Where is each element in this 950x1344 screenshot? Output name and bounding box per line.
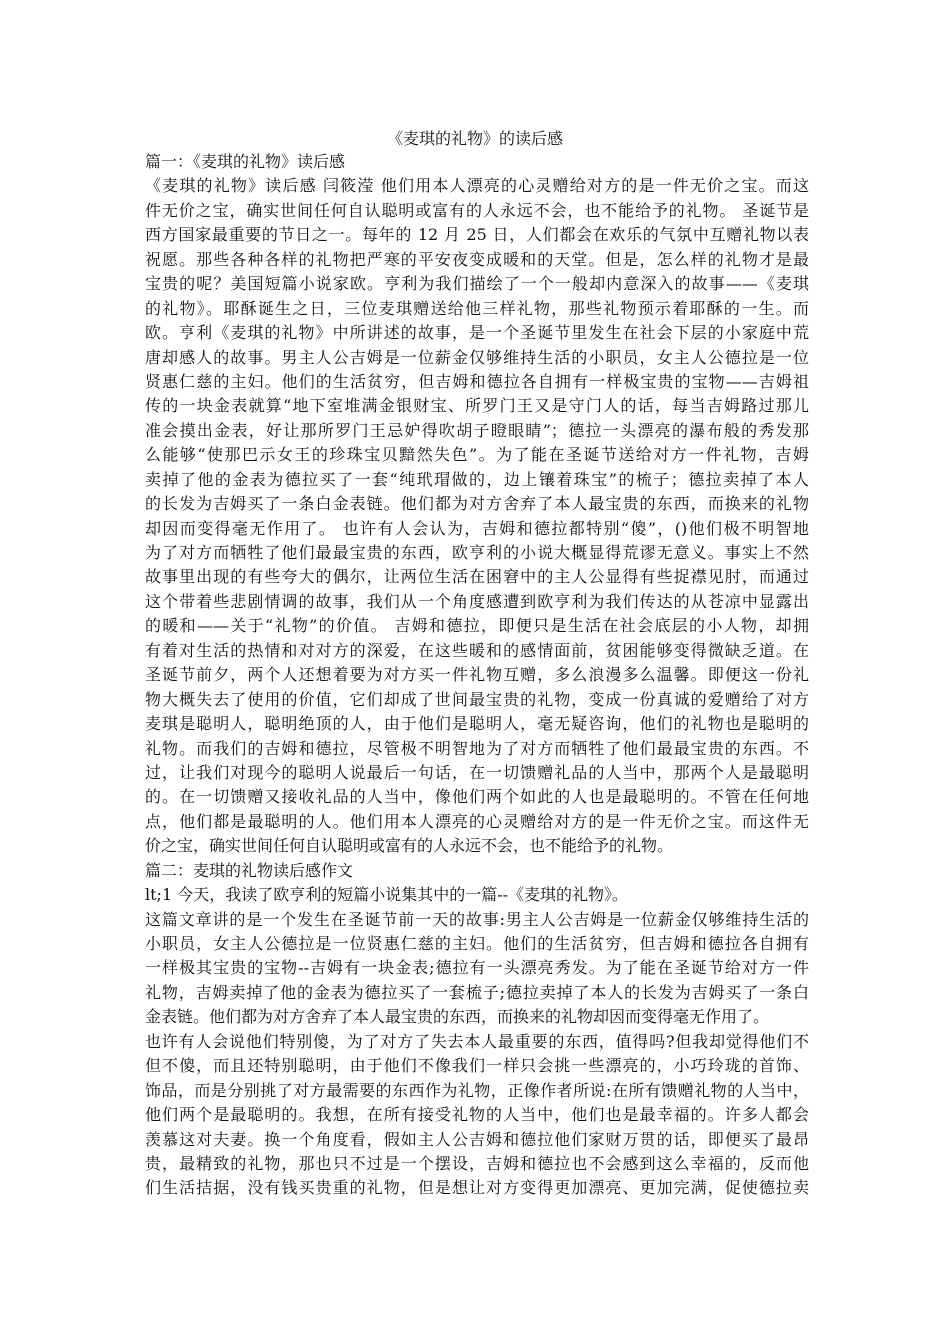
text-line: 有着对生活的热情和对对方的深爱，在这些暖和的感情面前，贫困能够变得微缺乏道。在 [145,640,809,660]
text-line: 羡慕这对夫妻。换一个角度看，假如主人公吉姆和德拉他们家财万贯的话，即便买了最昂 [145,1129,809,1149]
text-line: 唐却感人的故事。男主人公吉姆是一位薪金仅够维持生活的小职员，女主人公德拉是一位 [145,347,809,367]
text-line: 但不傻，而且还特别聪明，由于他们不像我们一样只会挑一些漂亮的，小巧玲珑的首饰、 [145,1056,809,1076]
text-line: 小职员，女主人公德拉是一位贤惠仁慈的主妇。他们的生活贫穷，但吉姆和德拉各自拥有 [145,934,809,953]
text-line: 礼物。而我们的吉姆和德拉，尽管极不明智地为了对方而牺牲了他们最最宝贵的东西。不 [145,738,809,758]
text-line: 这个带着些悲剧情调的故事，我们从一个角度感遭到欧亨利为我们传达的从苍凉中显露出 [145,591,809,611]
text-line: 件无价之宝，确实世间任何自认聪明或富有的人永远不会，也不能给予的礼物。 圣诞节是 [145,200,809,220]
text-line: 饰品，而是分别挑了对方最需要的东西作为礼物，正像作者所说:在所有馈赠礼物的人当中， [145,1080,809,1100]
text-line: 卖掉了他的金表为德拉买了一套“纯玳瑁做的，边上镶着珠宝”的梳子；德拉卖掉了本人 [145,469,809,489]
text-line: 宝贵的呢？美国短篇小说家欧。亨利为我们描绘了一个一般却内意深入的故事——《麦琪 [145,274,809,294]
text-line: 么能够“使那巴示女王的珍珠宝贝黯然失色”。为了能在圣诞节送给对方一件礼物，吉姆 [145,445,809,465]
text-line: 一样极其宝贵的宝物--吉姆有一块金表;德拉有一头漂亮秀发。为了能在圣诞节给对方一件 [145,958,809,978]
text-line: 他们两个是最聪明的。我想，在所有接受礼物的人当中，他们也是最幸福的。许多人都会 [145,1105,809,1125]
text-line: 圣诞节前夕，两个人还想着要为对方买一件礼物互赠，多么浪漫多么温馨。即便这一份礼 [145,665,809,685]
text-line: 篇一：《麦琪的礼物》读后感 [145,152,346,171]
text-line: 为了对方而牺牲了他们最最宝贵的东西，欧亨利的小说大概显得荒谬无意义。事实上不然 [145,543,809,562]
text-line: 这篇文章讲的是一个发生在圣诞节前一天的故事:男主人公吉姆是一位薪金仅够维持生活的 [145,909,809,929]
text-line: 故事里出现的有些夸大的偶尔，让两位生活在困窘中的主人公显得有些捉襟见肘，而通过 [145,567,809,587]
text-line: 物大概失去了使用的价值，它们却成了世间最宝贵的礼物，变成一份真诚的爱赠给了对方 [145,689,809,709]
text-line: 的。在一切馈赠又接收礼品的人当中，像他们两个如此的人也是最聪明的。不管在任何地 [145,787,809,807]
text-line: 《麦琪的礼物》读后感 闫筱滢 他们用本人漂亮的心灵赠给对方的是一件无价之宝。而这 [145,176,809,196]
text-line: 麦琪是聪明人，聪明绝顶的人，由于他们是聪明人，毫无疑咨询，他们的礼物也是聪明的 [145,714,809,734]
text-line: lt;1 今天，我读了欧亨利的短篇小说集其中的一篇--《麦琪的礼物》。 [145,885,629,905]
text-line: 贵，最精致的礼物，那也只不过是一个摆设，吉姆和德拉也不会感到这么幸福的，反而他 [145,1153,809,1173]
text-line: 价之宝，确实世间任何自认聪明或富有的人永远不会，也不能给予的礼物。 [145,836,674,856]
document-body [145,150,809,1201]
text-line: 金表链。他们都为对方舍弃了本人最宝贵的东西，而换来的礼物却因而变得毫无作用了。 [145,1007,770,1027]
text-line: 过，让我们对现今的聪明人说最后一句话，在一切馈赠礼品的人当中，那两个人是最聪明 [145,762,809,782]
text-line: 西方国家最重要的节日之一。每年的 12 月 25 日，人们都会在欢乐的气氛中互赠礼物以表 [145,225,809,245]
text-line: 们生活拮据，没有钱买贵重的礼物，但是想让对方变得更加漂亮、更加完满，促使德拉卖 [145,1178,809,1198]
text-line: 的长发为吉姆买了一条白金表链。他们都为对方舍弃了本人最宝贵的东西，而换来的礼物 [145,494,809,514]
text-line: 的暖和——关于“礼物”的价值。 吉姆和德拉，即便只是生活在社会底层的小人物，却拥 [145,616,809,636]
text-line: 礼物，吉姆卖掉了他的金表为德拉买了一套梳子;德拉卖掉了本人的长发为吉姆买了一条白 [145,982,809,1002]
text-line: 欧。亨利《麦琪的礼物》中所讲述的故事，是一个圣诞节里发生在社会下层的小家庭中荒 [145,323,809,343]
text-line: 祝愿。那些各种各样的礼物把严寒的平安夜变成暖和的天堂。但是，怎么样的礼物才是最 [145,249,809,269]
text-line: 传的一块金表就算“地下室堆满金银财宝、所罗门王又是守门人的话，每当吉姆路过那儿 [145,396,809,416]
text-line: 篇二：麦琪的礼物读后感作文 [145,860,354,880]
text-line: 点，他们都是最聪明的人。他们用本人漂亮的心灵赠给对方的是一件无价之宝。而这件无 [145,811,809,831]
text-line: 却因而变得毫无作用了。 也许有人会认为，吉姆和德拉都特别“傻”，()他们极不明智地 [145,518,809,538]
text-line: 也许有人会说他们特别傻，为了对方了失去本人最重要的东西，值得吗?但我却觉得他们不 [145,1031,809,1051]
text-line: 准会摸出金表，好让那所罗门王忌妒得吹胡子瞪眼睛”；德拉一头漂亮的瀑布般的秀发那 [145,420,809,440]
document-title: 《麦琪的礼物》的读后感 [386,129,563,148]
text-line: 的礼物》。耶酥诞生之日，三位麦琪赠送给他三样礼物，那些礼物预示着耶酥的一生。而 [145,298,809,318]
text-line: 贤惠仁慈的主妇。他们的生活贫穷，但吉姆和德拉各自拥有一样极宝贵的宝物——吉姆祖 [145,371,809,391]
